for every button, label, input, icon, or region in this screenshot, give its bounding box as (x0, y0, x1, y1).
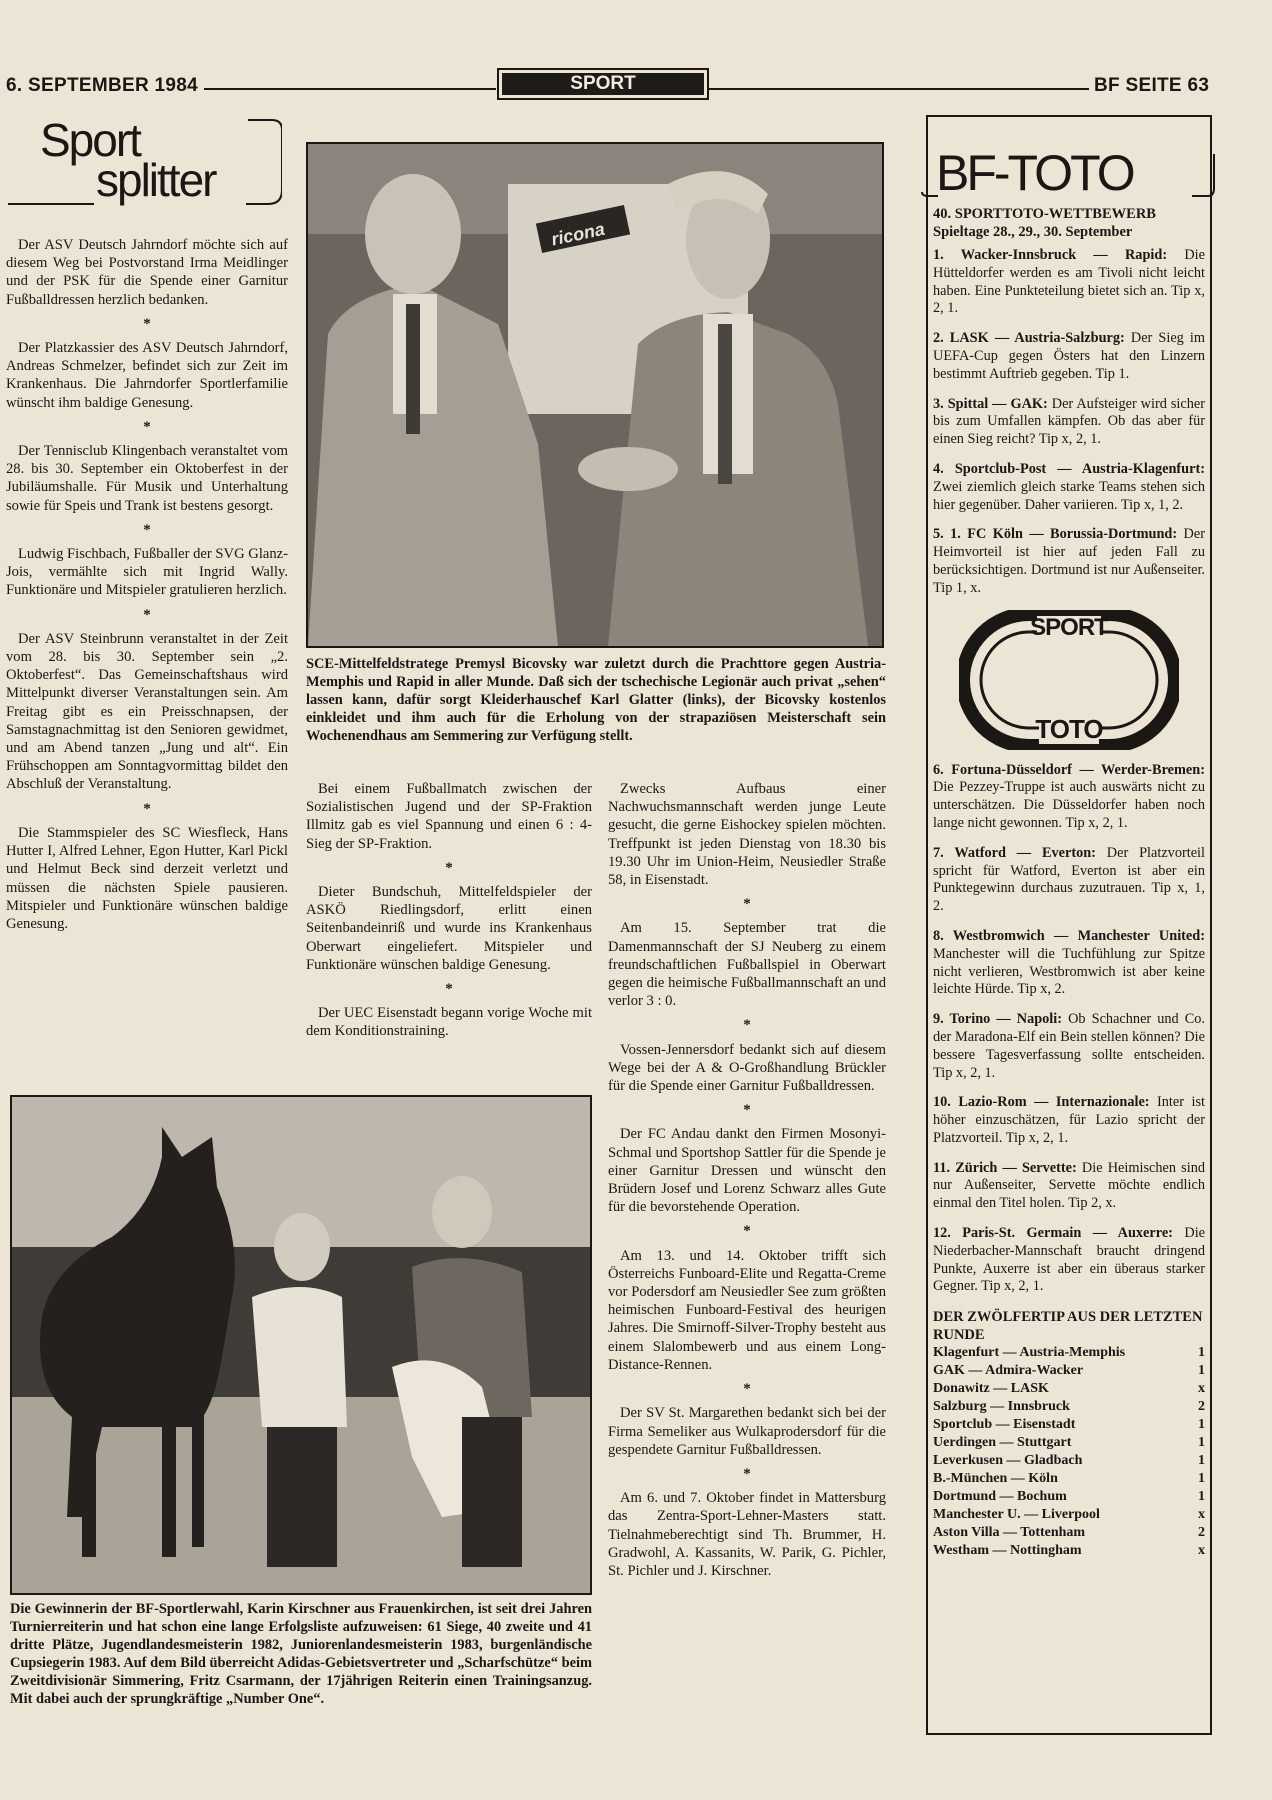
toto-match: 10. Lazio-Rom — Internazionale: Inter ist höher einzuschätzen, für Lazio spricht der Platzvorteil. Tip x, 2, 1. (933, 1094, 1205, 1146)
result-tip: 2 (1198, 1399, 1205, 1415)
result-tip: 1 (1198, 1435, 1205, 1451)
result-match: Uerdingen — Stuttgart (933, 1435, 1072, 1451)
result-tip: 1 (1198, 1471, 1205, 1487)
section-title: SPORT (502, 73, 704, 95)
separator-asterisk: * (143, 606, 151, 623)
separator-asterisk: * (143, 418, 151, 435)
toto-match: 7. Watford — Everton: Der Platzvorteil spricht für Watford, Everton ist aber ein Punktegewinn durchaus zuzutrauen. Tip x, 1, 2. (933, 844, 1205, 915)
result-match: Leverkusen — Gladbach (933, 1453, 1083, 1469)
result-row (933, 1398, 1205, 1416)
splitter-title-block (6, 114, 282, 208)
result-row (933, 1380, 1205, 1398)
result-row (933, 1488, 1205, 1506)
logo-toto-text: TOTO (1035, 713, 1103, 744)
result-tip: x (1198, 1381, 1205, 1397)
splitter-title-line2: splitter (96, 154, 216, 206)
result-match: Donawitz — LASK (933, 1381, 1049, 1397)
result-tip: 1 (1198, 1345, 1205, 1361)
news-item: Am 6. und 7. Oktober findet in Mattersburg das Zentra-Sport-Lehner-Masters statt. Tielnahmeberechtigt sind Th. Brummer, H. Gradwohl, A. Kassanits, W. Parik, G. Pichler, St. Pichler und J. Kirschner. (608, 1490, 886, 1579)
photo-bicovsky-caption: SCE-Mittelfeldstratege Premysl Bicovsky war zuletzt durch die Prachttore gegen Austria-Memphis und Rapid in aller Munde. Daß sich der tschechische Legionär auch privat „sehen“ lassen kann, dafür sorgt Kleiderhauschef Karl Glatter (links), der Bicovsky kostenlos einkleidet und ihm auch für die Erholung von der strapaziösen Meisterschaft sein Wochenendhaus am Semmering zur Verfügung stellt. (306, 656, 886, 744)
issue-date: 6. SEPTEMBER 1984 (6, 75, 199, 96)
result-row (933, 1506, 1205, 1524)
splitter-item: Der ASV Deutsch Jahrndorf möchte sich auf diesem Weg bei Postvorstand Irma Meidlinger und der PSK für die Spende einer Garnitur Fußballdressen herzlich bedanken. (6, 237, 288, 308)
news-item: Vossen-Jennersdorf bedankt sich auf diesem Wege bei der A & O-Großhandlung Brückler für die Spende einer Garnitur Fußballdressen. (608, 1041, 886, 1095)
result-match: Manchester U. — Liverpool (933, 1507, 1100, 1523)
toto-heading: 40. SPORTTOTO-WETTBEWERB (933, 206, 1156, 222)
result-row (933, 1524, 1205, 1542)
toto-dates: Spieltage 28., 29., 30. September (933, 224, 1133, 240)
separator-asterisk: * (743, 1381, 751, 1398)
separator-asterisk: * (743, 1102, 751, 1119)
sport-toto-logo (959, 610, 1179, 750)
result-tip: 1 (1198, 1363, 1205, 1379)
logo-sport-text: SPORT (1030, 613, 1108, 641)
separator-asterisk: * (445, 859, 453, 876)
middle-column-2 (608, 780, 886, 1586)
news-item: Der UEC Eisenstadt begann vorige Woche mit dem Konditionstraining. (306, 1005, 592, 1040)
page-number: BF SEITE 63 (1094, 75, 1210, 96)
toto-match: 9. Torino — Napoli: Ob Schachner und Co. der Maradona-Elf ein Bein stellen können? Die bessere Tagesverfassung sollte entscheiden. Tip x, 2, 1. (933, 1011, 1206, 1081)
splitter-title-frame (6, 114, 282, 210)
separator-asterisk: * (743, 1465, 751, 1482)
toto-title-block (920, 145, 1216, 201)
toto-match: 12. Paris-St. Germain — Auxerre: Die Niederbacher-Mannschaft braucht dringend Punkte, Auxerre ist aber ein überaus starker Gegner. Tip x, 2, 1. (933, 1225, 1206, 1295)
result-match: Sportclub — Eisenstadt (933, 1417, 1076, 1433)
header-rule-left (204, 88, 496, 90)
separator-asterisk: * (143, 315, 151, 332)
result-row (933, 1542, 1205, 1560)
splitter-item: Die Stammspieler des SC Wiesfleck, Hans Hutter I, Alfred Lehner, Egon Hutter, Karl Pickl und Helmut Beck sind derzeit verletzt und müssen die nächsten Spiele pausieren. Mitspieler und Funktionäre wünschen baldige Genesung. (6, 824, 288, 932)
result-match: GAK — Admira-Wacker (933, 1363, 1084, 1379)
toto-match: 6. Fortuna-Düsseldorf — Werder-Bremen: Die Pezzey-Truppe ist auch auswärts nicht zu unterschätzen. Die Düsseldorfer haben noch lange nicht gewonnen. Tip x, 2, 1. (933, 761, 1205, 831)
result-row (933, 1470, 1205, 1488)
news-item: Der FC Andau dankt den Firmen Mosonyi-Schmal und Sportshop Sattler für die Spende je einer Garnitur Dressen und wünscht den Brüdern Josef und Lorenz Schwarz alles Gute für die bevorstehende Operation. (608, 1126, 886, 1216)
result-row (933, 1416, 1205, 1434)
splitter-title-line1: Sport (40, 114, 140, 166)
separator-asterisk: * (743, 1223, 751, 1240)
splitter-item: Der ASV Steinbrunn veranstaltet in der Zeit vom 28. bis 30. September sein „2. Oktoberfest“. Das Gemeinschaftshaus wird Mittelpunkt diverser Veranstaltungen sein. Am Freitag gibt es ein Preisschnapsen, der Samstagnachmittag ist den Senioren gewidmet, und am Abend tanzen „Jung und alt“. Ein Frühschoppen am Sonntagvormittag bildet den Abschluß der Veranstaltung. (6, 630, 288, 793)
news-item: Am 15. September trat die Damenmannschaft der SJ Neuberg zu einem freundschaftlichen Fußballspiel in Oberwart gegen die heimische Fußballmannschaft an und verlor 3 : 0. (608, 920, 886, 1010)
header-rule-right (709, 88, 1089, 90)
toto-match: 8. Westbromwich — Manchester United: Manchester will die Tuchfühlung zur Spitze nicht verlieren, Westbromwich ist aber keine leichte Hürde. Tip x, 2. (933, 927, 1205, 998)
result-match: Westham — Nottingham (933, 1543, 1082, 1559)
photo-bicovsky (306, 142, 884, 648)
photo-rider (10, 1095, 592, 1595)
toto-match: 3. Spittal — GAK: Der Aufsteiger wird sicher bis zum Umfallen kämpfen. Ob das aber für einen Sieg reicht? Tip x, 2, 1. (933, 395, 1205, 448)
news-item: Dieter Bundschuh, Mittelfeldspieler der ASKÖ Riedlingsdorf, erlitt einen Seitenbandeinriß und wurde ins Krankenhaus Oberwart eingeliefert. Mitspieler und Funktionäre wünschen baldige Genesung. (306, 884, 592, 973)
result-match: Salzburg — Innsbruck (933, 1399, 1070, 1415)
news-item: Zwecks Aufbaus einer Nachwuchsmannschaft werden junge Leute gesucht, die gerne Eishockey spielen möchten. Treffpunkt ist jeden Dienstag von 18.30 bis 19.30 Uhr im Union-Heim, Neusiedler Straße 58, in Eisenstadt. (608, 781, 886, 889)
toto-match: 1. Wacker-Innsbruck — Rapid: Die Hütteldorfer werden es am Tivoli nicht leicht haben. Eine Punkteteilung bietet sich an. Tip x, 2, 1. (933, 247, 1205, 317)
toto-content (933, 205, 1205, 1560)
splitter-item: Der Platzkassier des ASV Deutsch Jahrndorf, Andreas Schmelzer, befindet sich zur Zeit im Krankenhaus. Die Jahrndorfer Sportlerfamilie wünscht ihm baldige Genesung. (6, 340, 288, 411)
result-row (933, 1434, 1205, 1452)
result-row (933, 1344, 1205, 1362)
separator-asterisk: * (743, 896, 751, 913)
toto-title: BF-TOTO (936, 145, 1133, 201)
news-item: Bei einem Fußballmatch zwischen der Sozialistischen Jugend und der SP-Fraktion Illmitz gab es viel Spannung und einen 6 : 4-Sieg der SP-Fraktion. (306, 781, 592, 852)
toto-match: 11. Zürich — Servette: Die Heimischen sind nur Außenseiter, Servette möchte endlich einmal den Titel holen. Tip 2, x. (933, 1159, 1205, 1212)
result-tip: 1 (1198, 1453, 1205, 1469)
news-item: Am 13. und 14. Oktober trifft sich Österreichs Funboard-Elite und Regatta-Creme vor Podersdorf am Neusiedler See zum größten heimischen Funboard-Festival des heurigen Jahres. Die Smirnoff-Silver-Trophy besteht aus einem Slalombewerb und aus einem Long-Distance-Rennen. (608, 1247, 886, 1373)
result-tip: 2 (1198, 1525, 1205, 1541)
toto-match: 4. Sportclub-Post — Austria-Klagenfurt: Zwei ziemlich gleich starke Teams stehen sich hier gegenüber. Daher variieren. Tip x, 1, 2. (933, 460, 1205, 513)
result-match: Aston Villa — Tottenham (933, 1525, 1086, 1541)
photo-bicovsky-illustration (308, 144, 882, 646)
separator-asterisk: * (143, 800, 151, 817)
result-tip: x (1198, 1507, 1205, 1523)
section-banner (497, 68, 709, 100)
result-match: Klagenfurt — Austria-Memphis (933, 1345, 1126, 1361)
photo-rider-illustration (12, 1097, 590, 1593)
photo-rider-caption: Die Gewinnerin der BF-Sportlerwahl, Karin Kirschner aus Frauenkirchen, ist seit drei Jahren Turnierreiterin und hat schon eine lange Erfolgsliste aufzuweisen: 61 Siege, 40 zweite und 41 dritte Plätze, Jugendlandesmeisterin 1982, Juniorenlandesmeisterin 1983, burgenländische Cupsiegerin 1983. Auf dem Bild überreicht Adidas-Gebietsvertreter und „Scharfschütze“ beim Zweitdivisionär Simmering, Fritz Csarmann, der 17jährigen Reiterin einen Trainingsanzug. Mit dabei auch der sprungkräftige „Number One“. (10, 1601, 592, 1707)
result-row (933, 1452, 1205, 1470)
separator-asterisk: * (445, 981, 453, 998)
result-tip: 1 (1198, 1489, 1205, 1505)
toto-match: 5. 1. FC Köln — Borussia-Dortmund: Der Heimvorteil ist hier auf jeden Fall zu berücksichtigen. Dortmund ist nur Außenseiter. Tip 1, x. (933, 526, 1205, 596)
results-heading: DER ZWÖLFERTIP AUS DER LETZTEN RUNDE (933, 1309, 1203, 1344)
result-match: Dortmund — Bochum (933, 1489, 1067, 1505)
separator-asterisk: * (143, 521, 151, 538)
results-table (933, 1344, 1205, 1560)
news-item: Der SV St. Margarethen bedankt sich bei der Firma Semeliker aus Wulkaprodersdorf für die gespendete Garnitur Fußballdressen. (608, 1405, 886, 1458)
shop-sign-text: ricona (549, 218, 607, 250)
middle-column-1 (306, 780, 592, 1047)
splitter-item: Der Tennisclub Klingenbach veranstaltet vom 28. bis 30. September ein Oktoberfest in der Jubiläumshalle. Für Musik und Unterhaltung sowie für Speis und Trank ist bestens gesorgt. (6, 443, 288, 514)
separator-asterisk: * (743, 1017, 751, 1034)
result-tip: 1 (1198, 1417, 1205, 1433)
splitter-item: Ludwig Fischbach, Fußballer der SVG Glanz-Jois, vermählte sich mit Ingrid Wally. Funktionäre und Mitspieler gratulieren herzlich. (6, 546, 288, 599)
result-match: B.-München — Köln (933, 1471, 1058, 1487)
result-row (933, 1362, 1205, 1380)
toto-match: 2. LASK — Austria-Salzburg: Der Sieg im UEFA-Cup gegen Östers hat den Linzern bestimmt Auftrieb gegeben. Tip 1. (933, 330, 1205, 382)
result-tip: x (1198, 1543, 1205, 1559)
splitter-column (6, 236, 288, 939)
